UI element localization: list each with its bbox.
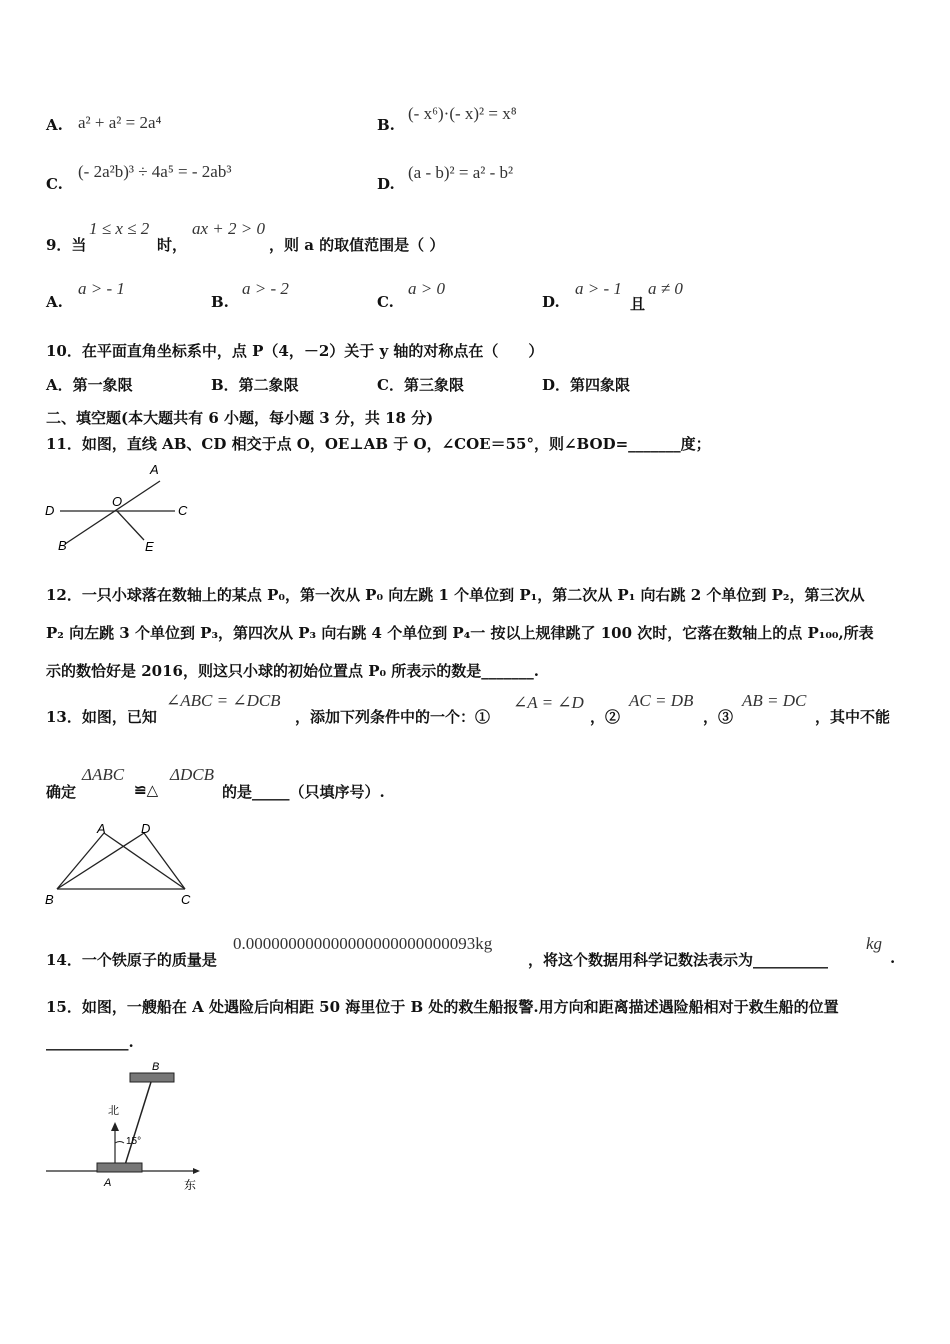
ship-a (97, 1163, 142, 1172)
q10-option-b: B．第二象限 (211, 376, 299, 394)
q9-suffix: ，则 a 的取值范围是（ ） (269, 236, 445, 254)
line-ab (125, 1082, 151, 1165)
q13-mid: ，添加下列条件中的一个：① (295, 708, 491, 726)
q8-option-b-expr: (- x⁶)·(- x)² = x⁸ (408, 104, 517, 123)
label-c: C (181, 892, 191, 907)
q8-option-d-label: D. (377, 175, 395, 193)
q9-option-a-label: A. (46, 293, 63, 311)
q13-line2-suffix: 的是_____（只填序号）. (222, 783, 385, 801)
q9-option-d-expr1: a > - 1 (575, 279, 622, 298)
q12-line2: P₂ 向左跳 3 个单位到 P₃，第四次从 P₃ 向右跳 4 个单位到 P₄一 按以上规律跳了 100 次时，它落在数轴上的点 P₁₀₀,所表 (46, 624, 874, 642)
q10-option-a: A．第一象限 (46, 376, 133, 394)
q13-prefix: 13．如图，已知 (46, 708, 157, 726)
label-d: D (45, 503, 55, 518)
label-b: B (152, 1061, 160, 1073)
q13-condition-1: ∠A = ∠D (513, 693, 584, 712)
q9-condition-range: 1 ≤ x ≤ 2 (89, 219, 150, 238)
q13-triangle-dcb: ΔDCB (170, 765, 214, 784)
q14-mass-value: 0.000000000000000000000000093kg (233, 934, 493, 953)
q13-triangle-abc: ΔABC (82, 765, 125, 784)
q10-option-d: D．第四象限 (542, 376, 631, 394)
q8-option-c-expr: (- 2a²b)³ ÷ 4a⁵ = - 2ab³ (78, 162, 232, 181)
q11-stem: 11．如图，直线 AB、CD 相交于点 O，OE⊥AB 于 O，∠COE＝55°，则∠BOD=_______度； (46, 435, 711, 453)
q12-line3: 示的数恰好是 2016，则这只小球的初始位置点 P₀ 所表示的数是_______. (46, 662, 539, 680)
q9-option-b-expr: a > - 2 (242, 279, 289, 298)
q10-stem: 10．在平面直角坐标系中，点 P（4，－2）关于 y 轴的对称点在（ ） (46, 342, 544, 360)
label-a: A (97, 821, 106, 836)
label-d: D (141, 821, 151, 836)
label-o: O (112, 494, 123, 509)
label-north: 北 (108, 1105, 119, 1117)
q9-mid: 时， (157, 236, 188, 254)
label-e: E (145, 539, 154, 554)
ship-b (130, 1073, 174, 1082)
q9-option-d-label: D. (542, 293, 560, 311)
label-a: A (150, 462, 159, 477)
q14-end: . (890, 949, 896, 967)
label-a: A (104, 1177, 112, 1189)
label-b: B (45, 892, 54, 907)
q8-option-a-label: A. (46, 116, 63, 134)
q9-prefix: 9．当 (46, 236, 87, 254)
q8-option-a-expr: a² + a² = 2a⁴ (78, 113, 162, 132)
q8-option-d-expr: (a - b)² = a² - b² (408, 163, 514, 182)
section-heading-fill-blank: 二、填空题(本大题共有 6 小题，每小题 3 分，共 18 分) (46, 409, 434, 427)
q13-figure (40, 818, 210, 913)
q9-option-d-expr2: a ≠ 0 (648, 279, 683, 298)
ray-oe (117, 511, 144, 540)
q9-option-d-and: 且 (630, 295, 646, 313)
q11-figure (40, 458, 200, 558)
label-b: B (58, 538, 67, 553)
segment-ab (57, 833, 104, 889)
q13-tail: ，其中不能 (815, 708, 891, 726)
q13-condition-2: AC = DB (629, 691, 694, 710)
q15-figure (40, 1058, 210, 1193)
line-ab (65, 481, 160, 544)
q13-line2-prefix: 确定 (46, 783, 77, 801)
angle-arc (115, 1142, 124, 1144)
q9-option-a-expr: a > - 1 (78, 279, 125, 298)
q12-line1: 12．一只小球落在数轴上的某点 P₀，第一次从 P₀ 向左跳 1 个单位到 P₁，第二次从 P₁ 向右跳 2 个单位到 P₂，第三次从 (46, 586, 865, 604)
q13-sep2: ，② (590, 708, 621, 726)
q15-line1: 15．如图，一艘船在 A 处遇险后向相距 50 海里位于 B 处的救生船报警.用方向和距离描述遇险船相对于救生船的位置 (46, 998, 839, 1016)
segment-ac (104, 833, 185, 889)
north-arrow-head (111, 1122, 119, 1131)
q8-option-b-label: B. (377, 116, 395, 134)
q14-unit: kg (866, 934, 883, 953)
q8-option-c-label: C. (46, 175, 63, 193)
q9-option-c-expr: a > 0 (408, 279, 445, 298)
q13-congruent-sign: ≌△ (134, 781, 159, 799)
label-angle: 15° (126, 1136, 142, 1147)
q10-option-c: C．第三象限 (377, 376, 464, 394)
q13-given: ∠ABC = ∠DCB (166, 691, 281, 710)
q13-sep3: ，③ (703, 708, 734, 726)
segment-bd (57, 833, 144, 889)
q14-mid: ，将这个数据用科学记数法表示为__________ (528, 951, 829, 969)
q9-option-b-label: B. (211, 293, 229, 311)
east-arrow-head (193, 1168, 200, 1174)
q9-condition-inequality: ax + 2 > 0 (192, 219, 265, 238)
q13-condition-3: AB = DC (742, 691, 807, 710)
segment-dc (144, 833, 185, 889)
label-east: 东 (184, 1178, 197, 1192)
q14-prefix: 14．一个铁原子的质量是 (46, 951, 217, 969)
label-c: C (178, 503, 188, 518)
q9-option-c-label: C. (377, 293, 394, 311)
q15-line2: ___________. (46, 1033, 134, 1051)
